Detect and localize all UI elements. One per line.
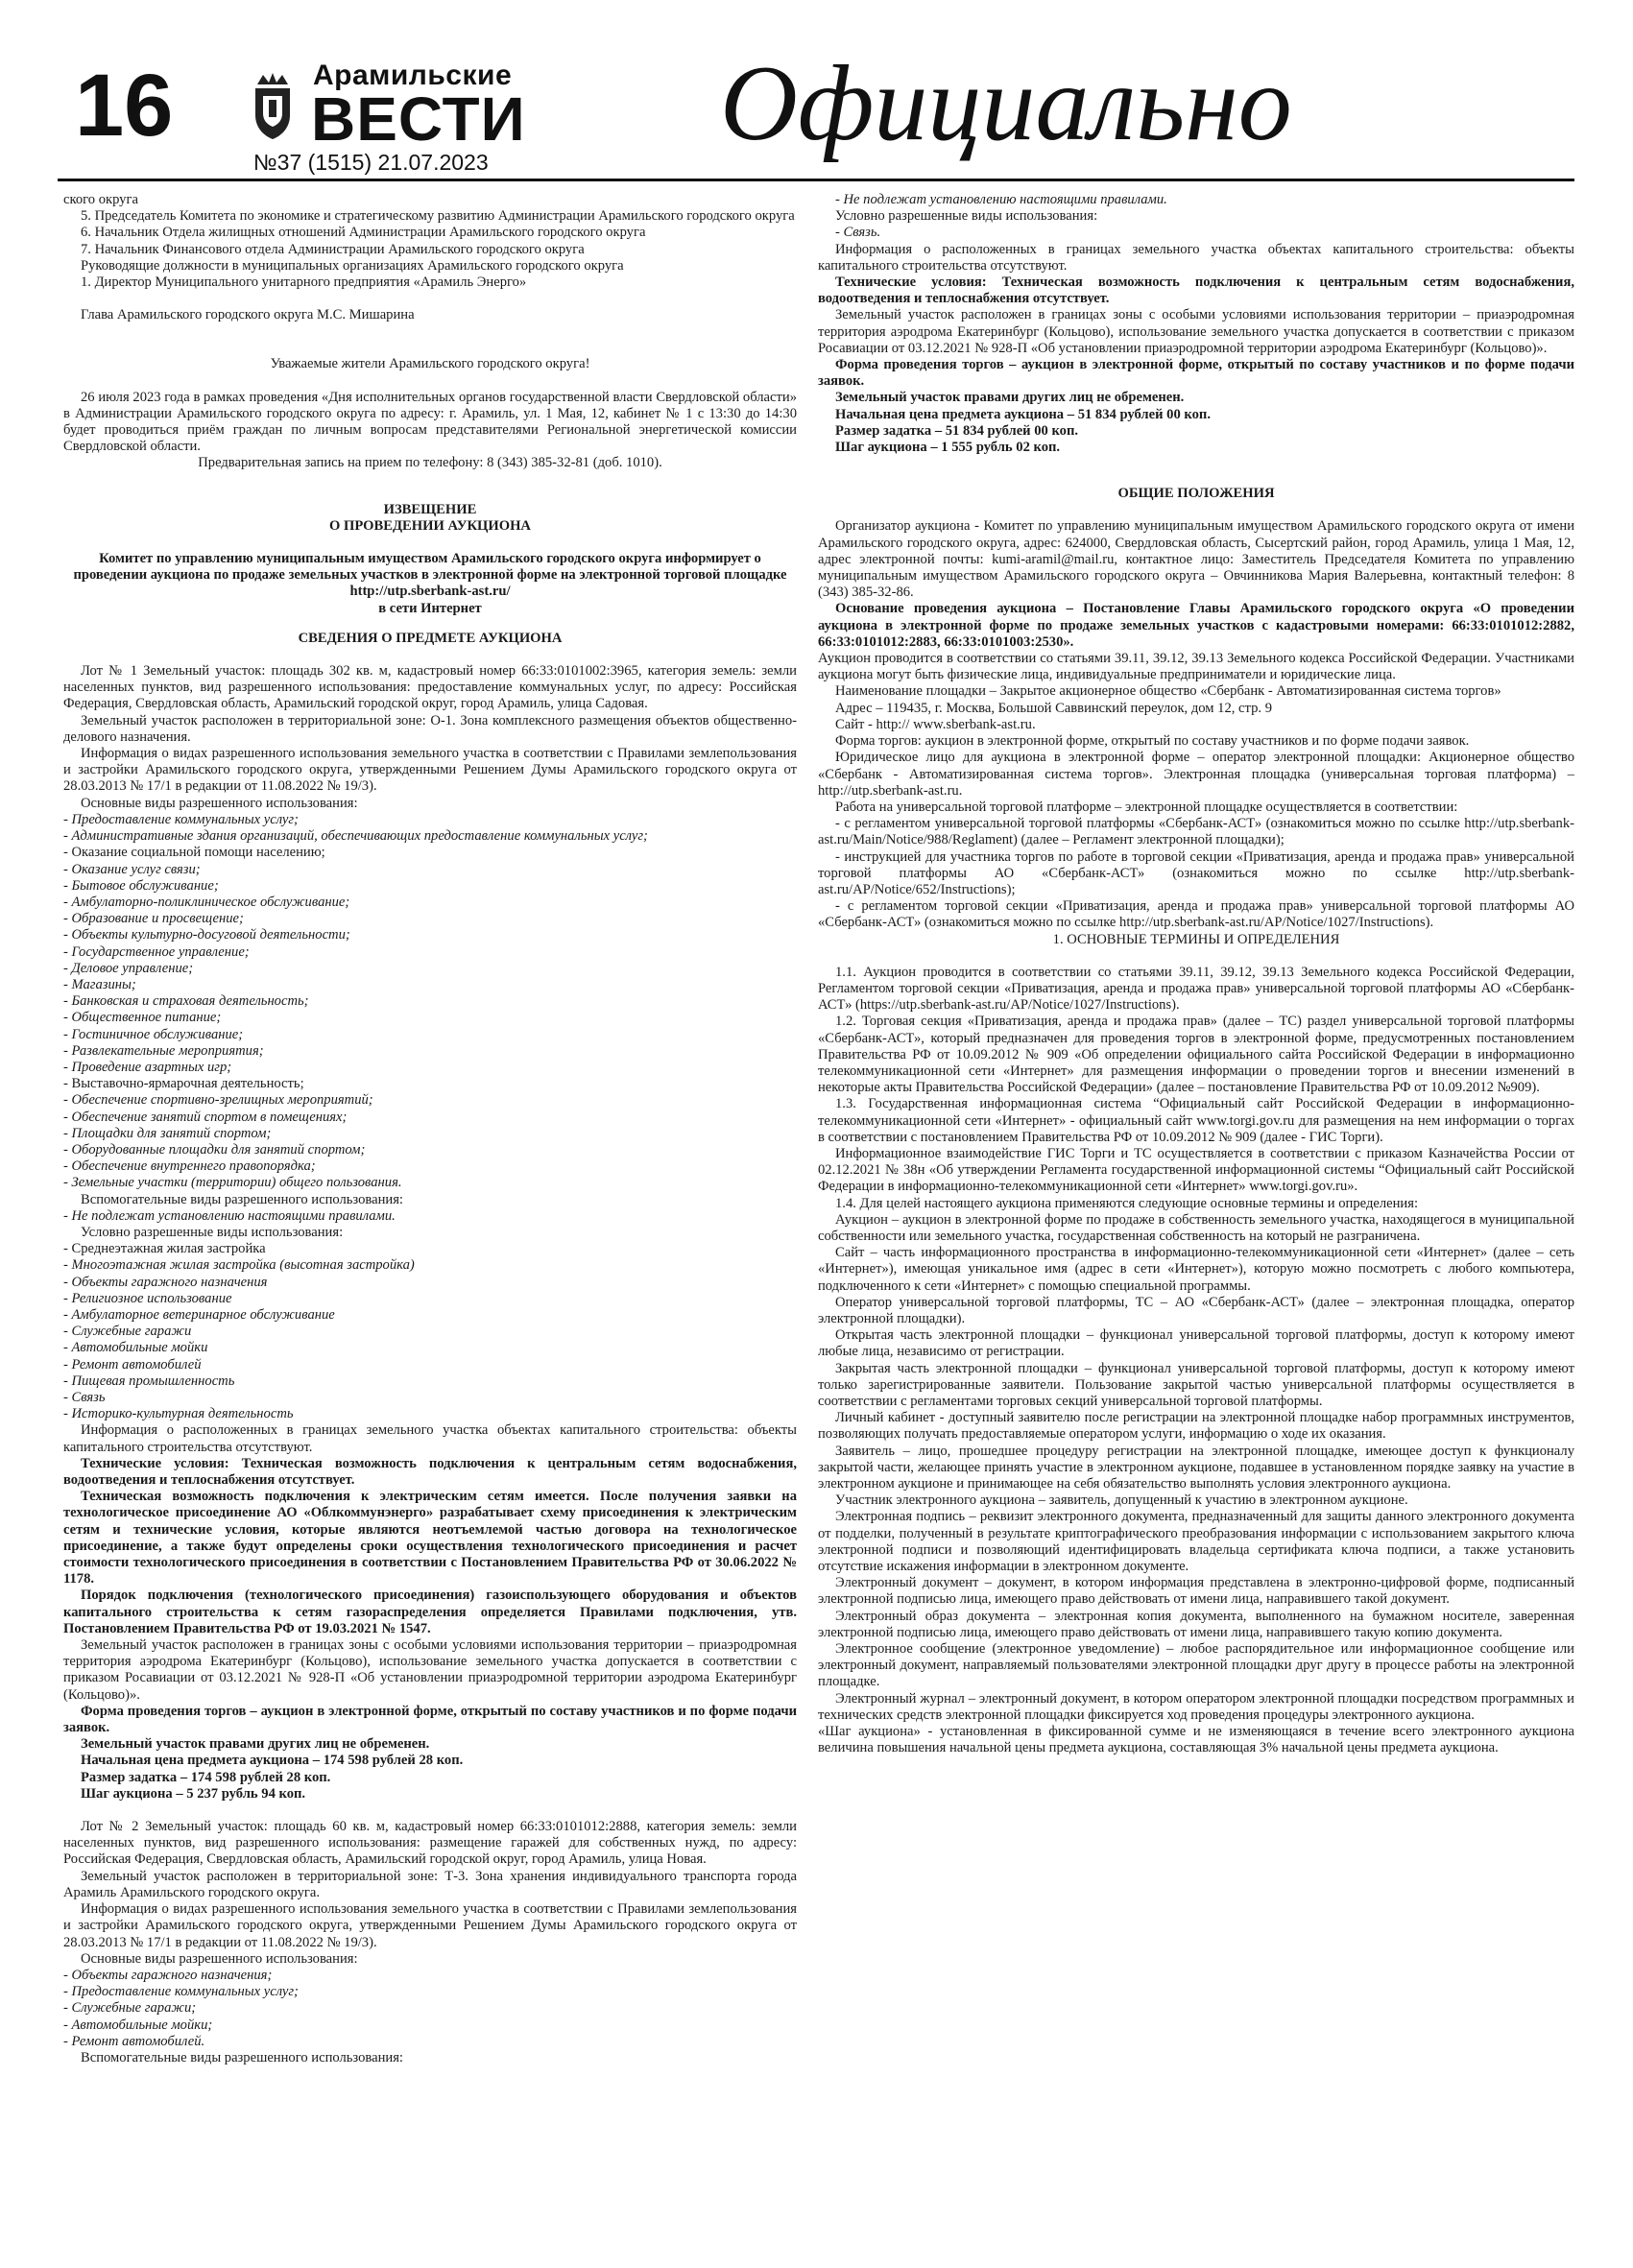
left-paragraph: ского округа (63, 192, 138, 207)
right-paragraph: 1.2. Торговая секция «Приватизация, аренда и продажа прав» (далее – ТС) раздел универсальной торговой платформы «Сбербанк-АСТ», который предназначен для проведения торгов в электронной форме, предусмотренных постановлением Правительства РФ от 10.09.2012 № 909 «Об определении официального сайта Российской Федерации в информационно телекоммуникационной сети «Интернет» для размещения информации о проведении торгов и внесении изменений в некоторые акты Правительства Российской Федерации» (далее – постановление Правительства РФ от 10.09.2012 №909). (818, 1014, 1574, 1096)
right-paragraph (818, 456, 1574, 472)
right-paragraph: Сайт – часть информационного пространства в информационно-телекоммуникационной сети «Интернет» (далее – сеть «Интернет»), имеющая уникальное имя (адрес в сети «Интернет»), которую можно посмотреть с любого компьютера, подключенного к сети «Интернет» с помощью специальной программы. (818, 1245, 1574, 1294)
left-paragraph: - Государственное управление; (63, 943, 250, 960)
left-paragraph: Лот № 1 Земельный участок: площадь 302 кв. м, кадастровый номер 66:33:0101002:3965, категория земель: земли населенных пунктов, вид разрешенного использования: предоставление коммунальных услуг, по адресу: Российская Федерация, Свердловская область, Арамильский городской округ, город Арамиль, улица Садовая. (63, 663, 797, 712)
left-paragraph: - Амбулаторно-поликлиническое обслуживание; (63, 894, 350, 910)
left-paragraph: - Среднеэтажная жилая застройка (63, 1241, 266, 1257)
left-paragraph: - Служебные гаражи; (63, 2000, 197, 2017)
right-paragraph: Электронное сообщение (электронное уведомление) – любое распорядительное или информационное сообщение или электронный документ, направляемый пользователями электронной площадки друг другу в процессе работы на электронной площадке. (818, 1641, 1574, 1690)
left-paragraph: - Не подлежат установлению настоящими правилами. (63, 1207, 396, 1224)
right-paragraph: Форма торгов: аукцион в электронной форме, открытый по составу участников и по форме подачи заявок. (835, 733, 1470, 750)
left-paragraph: Предварительная запись на прием по телефону: 8 (343) 385-32-81 (доб. 1010). (198, 455, 662, 471)
left-paragraph: - Автомобильные мойки (63, 1340, 208, 1356)
left-paragraph: Информация о видах разрешенного использования земельного участка в соответствии с Правилами землепользования и застройки Арамильского городского округа, утвержденными Решением Думы Арамильского городского округа от 28.03.2013 № 17/1 в редакции от 11.08.2022 № 19/3). (63, 746, 797, 795)
right-paragraph: Работа на универсальной торговой платформе – электронной площадке осуществляется в соответствии: (835, 799, 1458, 815)
right-paragraph: Участник электронного аукциона – заявитель, допущенный к участию в электронном аукционе. (835, 1492, 1408, 1509)
left-paragraph (63, 340, 797, 356)
left-paragraph: - Обеспечение внутреннего правопорядка; (63, 1158, 316, 1175)
right-paragraph: - с регламентом универсальной торговой платформы «Сбербанк-АСТ» (ознакомиться можно по ссылке http://utp.sberbank-ast.ru/Main/Notice/988/Reglament) (далее – Регламент электронной площадки); (818, 816, 1574, 848)
left-paragraph: Форма проведения торгов – аукцион в электронной форме, открытый по составу участников и по форме подачи заявок. (63, 1703, 797, 1736)
right-paragraph: 1. ОСНОВНЫЕ ТЕРМИНЫ И ОПРЕДЕЛЕНИЯ (1052, 931, 1340, 947)
left-paragraph: 7. Начальник Финансового отдела Администрации Арамильского городского округа (81, 241, 585, 257)
left-paragraph: Вспомогательные виды разрешенного использования: (81, 1191, 403, 1207)
left-paragraph: - Оказание социальной помощи населению; (63, 845, 325, 861)
left-paragraph: - Выставочно-ярмарочная деятельность; (63, 1076, 304, 1092)
right-paragraph: Юридическое лицо для аукциона в электронной форме – оператор электронной площадки: Акционерное общество «Сбербанк - Автоматизированная система торгов». Электронная площадка (универсальная торговая платформа) – http://utp.sberbank-ast.ru. (818, 750, 1574, 799)
right-paragraph: Технические условия: Техническая возможность подключения к центральным сетям водоснабжения, водоотведения и теплоснабжения отсутствует. (818, 275, 1574, 307)
left-paragraph: Техническая возможность подключения к электрическим сетям имеется. После получения заявки на технологическое присоединение АО «Облкоммунэнерго» разрабатывает схему присоединения к электрическим сетям и технические условия, которые являются неотъемлемой частью договора на технологическое присоединение, а также будут определены сроки осуществления технологического присоединения и расчет стоимости технологического присоединения в соответствии с Постановлением Правительства РФ от 30.06.2022 № 1178. (63, 1489, 797, 1588)
right-paragraph: Земельный участок расположен в границах зоны с особыми условиями использования территории – приаэродромная территория аэродрома Екатеринбург (Кольцово), использование земельного участка допускается в соответствии с приказом Росавиации от 03.12.2021 № 928-П «Об установлении приаэродромной территории аэродрома Екатеринбург (Кольцово)». (818, 307, 1574, 356)
left-paragraph: Комитет по управлению муниципальным имуществом Арамильского городского округа информирует о проведении аукциона по продаже земельных участков в электронной форме на электронной торговой площадке http://utp.sberbank-ast.ru/ (73, 551, 787, 600)
left-paragraph: Вспомогательные виды разрешенного использования: (81, 2049, 403, 2065)
left-paragraph: - Многоэтажная жилая застройка (высотная застройка) (63, 1257, 415, 1274)
right-paragraph: - Связь. (835, 225, 881, 241)
right-paragraph: Форма проведения торгов – аукцион в электронной форме, открытый по составу участников и по форме подачи заявок. (818, 357, 1574, 390)
left-paragraph (63, 1802, 797, 1819)
right-paragraph: Размер задатка – 51 834 рублей 00 коп. (835, 422, 1079, 439)
left-paragraph: Земельный участок расположен в территориальной зоне: О-1. Зона комплексного размещения объектов общественно-делового назначения. (63, 712, 797, 745)
left-paragraph: - Деловое управление; (63, 960, 194, 976)
right-column (818, 192, 1574, 2256)
left-paragraph: 5. Председатель Комитета по экономике и стратегическому развитию Администрации Арамильского городского округа (81, 208, 795, 225)
left-paragraph: - Обеспечение спортивно-зрелищных мероприятий; (63, 1092, 373, 1109)
right-paragraph: 1.3. Государственная информационная система “Официальный сайт Российской Федерации в информационно-телекоммуникационной сети «Интернет» - официальный сайт www.torgi.gov.ru для размещения на нем информации о торгах в соответствии с постановлением Правительства РФ от 10.09.2012 № 909 (далее - ГИС Торги). (818, 1096, 1574, 1145)
page-number: 16 (75, 57, 174, 155)
right-paragraph: Информационное взаимодействие ГИС Торги и ТС осуществляется в соответствии с приказом Казначейства России от 02.12.2021 № 38н «Об утверждении Регламента государственной информационной системы “Официальный сайт Российской Федерации в информационно-телекоммуникационной сети «Интернет» www.torgi.gov.ru». (818, 1145, 1574, 1195)
left-paragraph (63, 647, 797, 663)
right-paragraph: Электронный журнал – электронный документ, в котором оператором электронной площадки посредством программных и технических средств электронной площадки фиксируется ход проведения процедуры электронного аукциона. (818, 1690, 1574, 1723)
right-paragraph: «Шаг аукциона» - установленная в фиксированной сумме и не изменяющаяся в течение всего электронного аукциона величина повышения начальной цены предмета аукциона, составляющая 3% начальной цены предмета аукциона. (818, 1724, 1574, 1756)
right-paragraph: Личный кабинет - доступный заявителю после регистрации на электронной площадке набор программных инструментов, позволяющих получать предоставляемые оператором услуги, информацию о ходе их оказания. (818, 1410, 1574, 1443)
right-paragraph: Начальная цена предмета аукциона – 51 834 рублей 00 коп. (835, 406, 1211, 422)
right-paragraph: Земельный участок правами других лиц не обременен. (835, 390, 1185, 406)
left-paragraph: 26 июля 2023 года в рамках проведения «Дня исполнительных органов государственной власти Свердловской области» в Администрации Арамильского городского округа по адресу: г. Арамиль, ул. 1 Мая, 12, кабинет № 1 с 13:30 до 14:30 будет проводиться приём граждан по личным вопросам представителями Региональной энергетической комиссии Свердловской области. (63, 389, 797, 455)
left-paragraph: - Оборудованные площадки для занятий спортом; (63, 1141, 366, 1158)
left-paragraph: - Амбулаторное ветеринарное обслуживание (63, 1306, 335, 1323)
right-paragraph: Электронный образ документа – электронная копия документа, выполненного на бумажном носителе, заверенная электронной подписью лица, имеющего право действовать от имени лица, направившего такую копию документа. (818, 1608, 1574, 1640)
left-paragraph: Лот № 2 Земельный участок: площадь 60 кв. м, кадастровый номер 66:33:0101012:2888, категория земель: земли населенных пунктов, вид разрешенного использования: размещение гаражей для собственных нужд, по адресу: Российская Федерация, Свердловская область, Арамильский городской округ, город Арамиль, улица Новая. (63, 1819, 797, 1868)
left-paragraph (63, 373, 797, 390)
left-paragraph: Основные виды разрешенного использования: (81, 1950, 358, 1967)
newspaper-logo (221, 60, 528, 175)
left-paragraph: Земельный участок расположен в границах зоны с особыми условиями использования территории – приаэродромная территория аэродрома Екатеринбург (Кольцово), использование земельного участка допускается в соответствии с приказом Росавиации от 03.12.2021 № 928-П «Об установлении приаэродромной территории аэродрома Екатеринбург (Кольцово)». (63, 1637, 797, 1703)
brand-main: ВЕСТИ (311, 84, 526, 154)
right-paragraph: ОБЩИЕ ПОЛОЖЕНИЯ (1117, 486, 1275, 502)
right-paragraph: Основание проведения аукциона – Постановление Главы Арамильского городского округа «О проведении аукциона в электронной форме по продаже земельных участков с кадастровыми номерами: 66:33:0101012:2882, 66:33:0101012:2883, 66:33:0101003:2530». (818, 601, 1574, 650)
left-paragraph: Глава Арамильского городского округа М.С. Мишарина (81, 307, 415, 323)
right-paragraph (818, 948, 1574, 965)
right-paragraph: Аукцион проводится в соответствии со статьями 39.11, 39.12, 39.13 Земельного кодекса Российской Федерации. Участниками аукциона могут быть физические лица, индивидуальные предприниматели и юридические лица. (818, 651, 1574, 683)
right-paragraph (818, 502, 1574, 518)
left-paragraph: Информация о расположенных в границах земельного участка объектах капитального строительства: объекты капитального строительства отсутствуют. (63, 1422, 797, 1455)
left-paragraph: Технические условия: Техническая возможность подключения к центральным сетям водоснабжения, водоотведения и теплоснабжения отсутствует. (63, 1455, 797, 1489)
right-paragraph: Электронная подпись – реквизит электронного документа, предназначенный для защиты данного электронного документа от подделки, полученный в результате криптографического преобразования информации с использованием закрытого ключа электронной подписи и позволяющий идентифицировать владельца сертификата ключа подписи, а также установить отсутствие искажения информации в электронном документе. (818, 1509, 1574, 1575)
left-paragraph: - Проведение азартных игр; (63, 1059, 232, 1075)
right-paragraph: Оператор универсальной торговой платформы, ТС – АО «Сбербанк-АСТ» (далее – электронная площадка, оператор электронной площадки). (818, 1294, 1574, 1326)
left-paragraph: - Образование и просвещение; (63, 911, 244, 927)
issue-number: №37 (1515) 21.07.2023 (253, 150, 489, 175)
right-paragraph: 1.1. Аукцион проводится в соответствии со статьями 39.11, 39.12, 39.13 Земельного кодекса Российской Федерации, Регламентом торговой секции «Приватизация, аренда и продажа прав» универсальной торговой платформы АО «Сбербанк-АСТ» (https://utp.sberbank-ast.ru/AP/Notice/1027/Instructions). (818, 964, 1574, 1014)
brand-top: Арамильские (313, 60, 513, 91)
left-paragraph: - Оказание услуг связи; (63, 861, 201, 877)
left-paragraph (63, 472, 797, 489)
left-paragraph: Шаг аукциона – 5 237 рубль 94 коп. (81, 1785, 306, 1802)
masthead (29, 38, 1603, 182)
right-paragraph: Организатор аукциона - Комитет по управлению муниципальным имуществом Арамильского городского округа от имени Арамильского городского округа, адрес: 624000, Свердловская область, Сысертский район, город Арамиль, улица 1 Мая, 12, адрес электронной почты: kumi-aramil@mail.ru, контактное лицо: Заместитель Председателя Комитета по управлению муниципальным имуществом Арамильского городского округа – Овчинникова Мария Валерьевна, контактный телефон: 8 (343) 385-32-86. (818, 518, 1574, 601)
left-paragraph: - Банковская и страховая деятельность; (63, 993, 309, 1010)
left-paragraph (63, 291, 797, 307)
left-paragraph: - Религиозное использование (63, 1290, 232, 1306)
left-paragraph: - Предоставление коммунальных услуг; (63, 811, 299, 827)
left-paragraph: - Административные здания организаций, обеспечивающих предоставление коммунальных услуг; (63, 828, 648, 845)
left-paragraph: Начальная цена предмета аукциона – 174 598 рублей 28 коп. (81, 1753, 464, 1769)
left-paragraph: О ПРОВЕДЕНИИ АУКЦИОНА (329, 517, 531, 534)
left-paragraph: - Гостиничное обслуживание; (63, 1026, 244, 1042)
left-paragraph: Основные виды разрешенного использования: (81, 795, 358, 811)
right-paragraph: Открытая часть электронной площадки – функционал универсальной торговой платформы, доступ к которому имеют любые лица, независимо от регистрации. (818, 1327, 1574, 1360)
right-paragraph: - инструкцией для участника торгов по работе в торговой секции «Приватизация, аренда и продажа прав» универсальной торговой платформы АО «Сбербанк-АСТ» (ознакомиться можно по ссылке http://utp.sberbank-ast.ru/AP/Notice/652/Instructions); (818, 848, 1574, 897)
left-paragraph: - Объекты культурно-досуговой деятельности; (63, 927, 350, 943)
left-paragraph: - Земельные участки (территории) общего пользования. (63, 1175, 402, 1191)
left-paragraph: Условно разрешенные виды использования: (81, 1224, 344, 1240)
left-paragraph: - Историко-культурная деятельность (63, 1406, 294, 1422)
right-paragraph: - с регламентом торговой секции «Приватизация, аренда и продажа прав» универсальной торговой платформы АО «Сбербанк-АСТ» (ознакомиться можно по ссылке http://utp.sberbank-ast.ru/AP/Notice/1027/Instructions). (818, 898, 1574, 931)
left-paragraph: - Ремонт автомобилей. (63, 2033, 205, 2049)
right-paragraph: Аукцион – аукцион в электронной форме по продаже в собственность земельного участка, находящегося в муниципальной собственности или земельного участка, государственная собственность на который не разграничена. (818, 1211, 1574, 1244)
right-paragraph: Наименование площадки – Закрытое акционерное общество «Сбербанк - Автоматизированная система торгов» (835, 683, 1501, 700)
right-paragraph: - Не подлежат установлению настоящими правилами. (835, 192, 1167, 207)
header-divider (58, 179, 1574, 181)
left-paragraph: - Бытовое обслуживание; (63, 877, 219, 894)
section-title: Официально (720, 44, 1292, 163)
coat-of-arms-icon (253, 71, 292, 140)
left-paragraph: СВЕДЕНИЯ О ПРЕДМЕТЕ АУКЦИОНА (298, 630, 563, 646)
right-paragraph: Сайт - http:// www.sberbank-ast.ru. (835, 716, 1036, 732)
left-paragraph (63, 323, 797, 340)
right-paragraph: Шаг аукциона – 1 555 рубль 02 коп. (835, 440, 1061, 456)
left-paragraph: - Объекты гаражного назначения (63, 1274, 268, 1290)
left-paragraph: - Магазины; (63, 976, 136, 992)
left-paragraph: - Развлекательные мероприятия; (63, 1042, 264, 1059)
right-paragraph: Закрытая часть электронной площадки – функционал универсальной торговой платформы, доступ к которому имеют только зарегистрированные заявители. Пользование закрытой частью универсальной платформы осуществляется в соответствии с регламентами торговых секций универсальной торговой платформы. (818, 1360, 1574, 1410)
left-paragraph: - Автомобильные мойки; (63, 2017, 213, 2033)
right-paragraph: Адрес – 119435, г. Москва, Большой Саввинский переулок, дом 12, стр. 9 (835, 700, 1272, 716)
left-paragraph: 1. Директор Муниципального унитарного предприятия «Арамиль Энерго» (81, 275, 527, 291)
left-paragraph: - Связь (63, 1390, 106, 1405)
left-paragraph: 6. Начальник Отдела жилищных отношений Администрации Арамильского городского округа (81, 225, 646, 241)
right-paragraph: Условно разрешенные виды использования: (835, 208, 1098, 225)
left-paragraph: - Предоставление коммунальных услуг; (63, 1984, 299, 2000)
left-paragraph: Размер задатка – 174 598 рублей 28 коп. (81, 1769, 331, 1785)
left-paragraph: Земельный участок правами других лиц не обременен. (81, 1736, 430, 1753)
left-paragraph: ИЗВЕЩЕНИЕ (383, 501, 477, 517)
left-paragraph: Руководящие должности в муниципальных организациях Арамильского городского округа (81, 257, 624, 274)
right-paragraph: 1.4. Для целей настоящего аукциона применяются следующие основные термины и определения: (835, 1195, 1418, 1211)
left-paragraph: Земельный участок расположен в территориальной зоне: Т-3. Зона хранения индивидуального транспорта города Арамиль Арамильского городского округа. (63, 1868, 797, 1900)
right-paragraph: Информация о расположенных в границах земельного участка объектах капитального строительства: объекты капитального строительства отсутствуют. (818, 241, 1574, 274)
left-paragraph: - Площадки для занятий спортом; (63, 1125, 272, 1141)
left-column (63, 192, 797, 2256)
left-paragraph: - Общественное питание; (63, 1010, 222, 1026)
right-paragraph: Заявитель – лицо, прошедшее процедуру регистрации на электронной площадке, имеющее доступ к функционалу закрытой части, желающее принять участие в электронном аукционе, подавшее в установленном порядке заявку на участие в электронном аукционе и принимающее на себя обязательство выполнять условия электронного аукциона. (818, 1443, 1574, 1492)
left-paragraph: в сети Интернет (378, 600, 482, 616)
left-paragraph: - Пищевая промышленность (63, 1373, 235, 1389)
left-paragraph: Порядок подключения (технологического присоединения) газоиспользующего оборудования и объектов капитального строительства к сетям газораспределения определяется Правилами подключения, утв. Постановлением Правительства РФ от 19.03.2021 № 1547. (63, 1588, 797, 1636)
left-paragraph: - Служебные гаражи (63, 1324, 192, 1340)
left-paragraph: Уважаемые жители Арамильского городского округа! (270, 356, 590, 372)
left-paragraph: - Ремонт автомобилей (63, 1356, 202, 1373)
left-paragraph: Информация о видах разрешенного использования земельного участка в соответствии с Правилами землепользования и застройки Арамильского городского округа, утвержденными Решением Думы Арамильского городского округа от 28.03.2013 № 17/1 в редакции от 11.08.2022 № 19/3). (63, 1901, 797, 1950)
right-paragraph: Электронный документ – документ, в котором информация представлена в электронно-цифровой форме, подписанный электронной подписью лица, имеющего право действовать от имени лица, направившего такой документ. (818, 1575, 1574, 1608)
left-paragraph: - Обеспечение занятий спортом в помещениях; (63, 1109, 348, 1125)
left-paragraph (63, 535, 797, 551)
left-paragraph: - Объекты гаражного назначения; (63, 1967, 273, 1983)
